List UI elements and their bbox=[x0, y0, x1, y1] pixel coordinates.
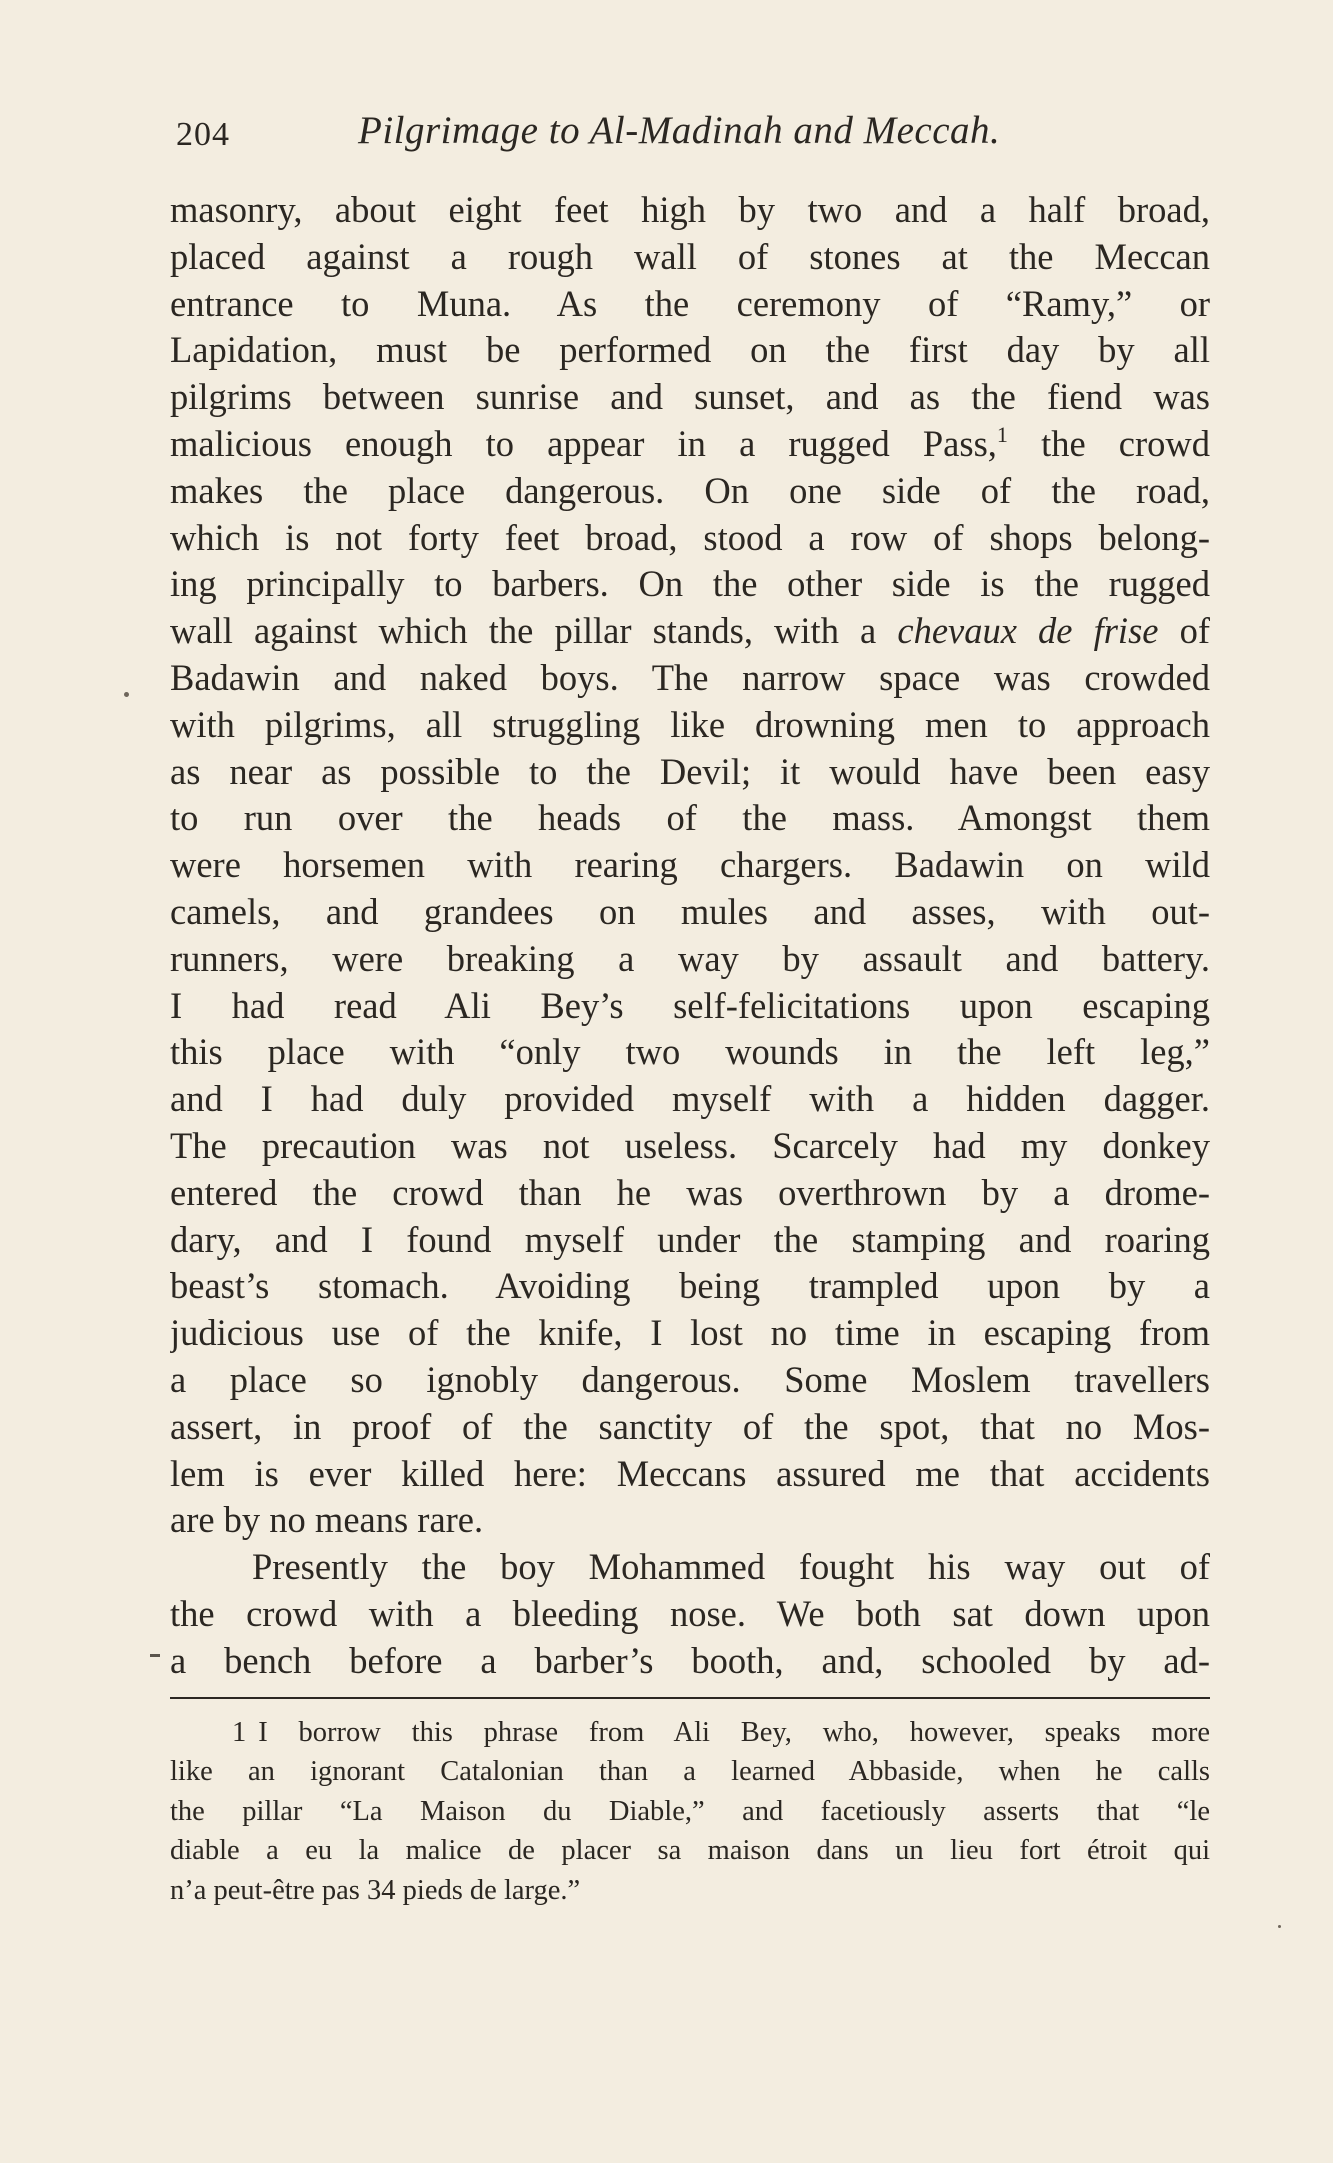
text-line: assert, in proof of the sanctity of the spot, that no Mos- bbox=[170, 1405, 1210, 1447]
footnote-line: diable a eu la malice de placer sa maison dans un lieu fort étroit qui bbox=[170, 1835, 1210, 1867]
main-text bbox=[170, 187, 1210, 1685]
text-line: lem is ever killed here: Meccans assured me that accidents bbox=[170, 1452, 1210, 1494]
paper-speck bbox=[1278, 1925, 1281, 1928]
text-line-end: of bbox=[1179, 610, 1210, 652]
text-line: a bench before a barber’s booth, and, schooled by ad- bbox=[170, 1639, 1210, 1681]
text-line bbox=[170, 421, 1210, 468]
running-title: Pilgrimage to Al-Madinah and Meccah. bbox=[358, 109, 1001, 152]
page-header bbox=[170, 108, 1210, 158]
text-line: I had read Ali Bey’s self-felicitations upon escaping bbox=[170, 984, 1210, 1026]
text-line: Presently the boy Mohammed fought his way out of bbox=[252, 1546, 1210, 1588]
paper-speck bbox=[124, 692, 129, 697]
text-line: camels, and grandees on mules and asses, with out- bbox=[170, 890, 1210, 932]
text-line-start: wall against which the pillar stands, with a bbox=[170, 610, 877, 652]
footnote-marker: 1 bbox=[232, 1717, 247, 1748]
text-line-end: the crowd bbox=[1041, 422, 1210, 464]
text-line: The precaution was not useless. Scarcely had my donkey bbox=[170, 1124, 1210, 1166]
text-line: are by no means rare. bbox=[170, 1499, 484, 1541]
text-line: a place so ignobly dangerous. Some Moslem travellers bbox=[170, 1358, 1210, 1400]
text-line: this place with “only two wounds in the left leg,” bbox=[170, 1031, 1210, 1073]
text-line: Badawin and naked boys. The narrow space was crowded bbox=[170, 656, 1210, 698]
text-line: which is not forty feet broad, stood a row of shops belong- bbox=[170, 516, 1210, 558]
text-line: and I had duly provided myself with a hidden dagger. bbox=[170, 1078, 1210, 1120]
footnote-line: n’a peut-être pas 34 pieds de large.” bbox=[170, 1874, 581, 1906]
text-line: the crowd with a bleeding nose. We both sat down upon bbox=[170, 1592, 1210, 1634]
page-number: 204 bbox=[176, 116, 230, 153]
text-line: pilgrims between sunrise and sunset, and as the fiend was bbox=[170, 376, 1210, 418]
text-line: makes the place dangerous. On one side of the road, bbox=[170, 469, 1210, 511]
text-line: entered the crowd than he was overthrown by a drome- bbox=[170, 1171, 1210, 1213]
footnote-line bbox=[170, 1713, 1210, 1752]
footnotes bbox=[170, 1713, 1210, 1910]
footnote-divider bbox=[170, 1697, 1210, 1699]
footnote-line: the pillar “La Maison du Diable,” and facetiously asserts that “le bbox=[170, 1795, 1210, 1827]
text-line: dary, and I found myself under the stamping and roaring bbox=[170, 1218, 1210, 1260]
margin-mark bbox=[150, 1654, 160, 1657]
text-line: were horsemen with rearing chargers. Badawin on wild bbox=[170, 844, 1210, 886]
text-line: as near as possible to the Devil; it would have been easy bbox=[170, 750, 1210, 792]
text-line: judicious use of the knife, I lost no time in escaping from bbox=[170, 1312, 1210, 1354]
text-line: to run over the heads of the mass. Amongst them bbox=[170, 797, 1210, 839]
footnote-text: I borrow this phrase from Ali Bey, who, however, speaks more bbox=[258, 1717, 1210, 1748]
text-line: entrance to Muna. As the ceremony of “Ramy,” or bbox=[170, 282, 1210, 324]
footnote-line: like an ignorant Catalonian than a learned Abbaside, when he calls bbox=[170, 1756, 1210, 1788]
text-line-start: malicious enough to appear in a rugged Pass, bbox=[170, 422, 997, 464]
text-line: runners, were breaking a way by assault and battery. bbox=[170, 937, 1210, 979]
text-line bbox=[170, 608, 1210, 655]
italic-phrase: chevaux de frise bbox=[897, 610, 1159, 652]
text-line: placed against a rough wall of stones at the Meccan bbox=[170, 235, 1210, 277]
text-line: Lapidation, must be performed on the first day by all bbox=[170, 329, 1210, 371]
footnote-reference[interactable]: 1 bbox=[996, 421, 1008, 447]
text-line: with pilgrims, all struggling like drowning men to approach bbox=[170, 703, 1210, 745]
text-line: beast’s stomach. Avoiding being trampled upon by a bbox=[170, 1265, 1210, 1307]
text-line: ing principally to barbers. On the other side is the rugged bbox=[170, 563, 1210, 605]
text-line: masonry, about eight feet high by two and a half broad, bbox=[170, 189, 1210, 230]
